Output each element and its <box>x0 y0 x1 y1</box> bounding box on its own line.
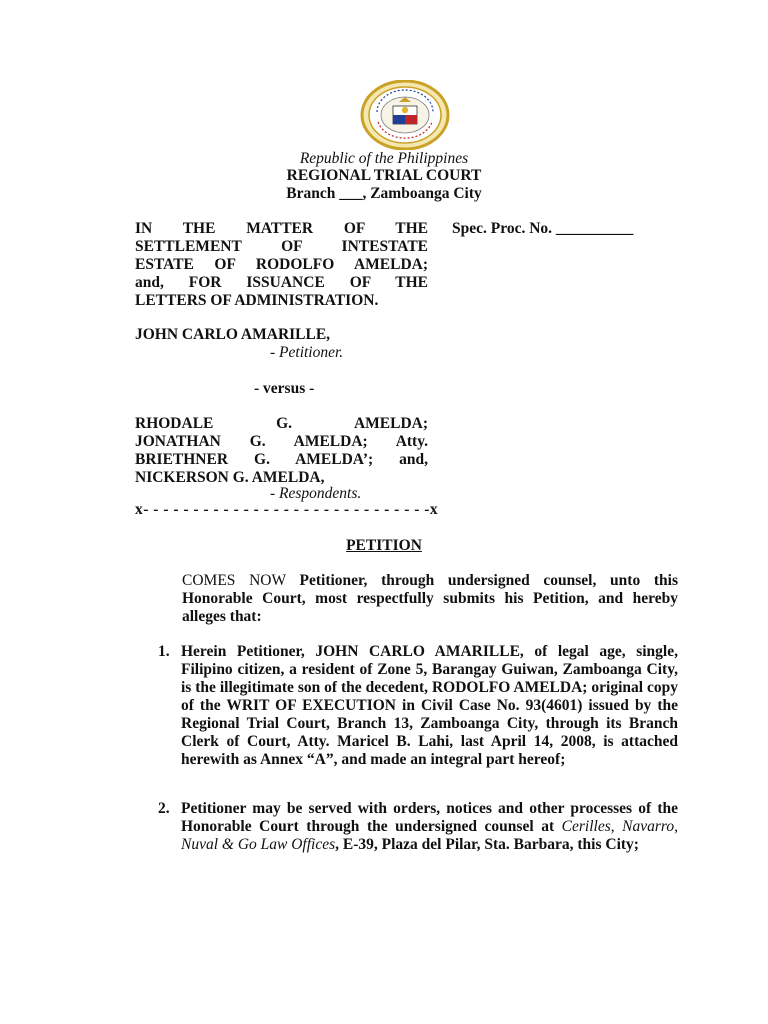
petitioner-role: - Petitioner. <box>270 344 344 361</box>
respondents-role: - Respondents. <box>270 485 362 502</box>
document-title: PETITION <box>346 537 422 554</box>
item-number: 1. <box>158 643 170 660</box>
respondent-line: BRIETHNER G. AMELDA’; and, <box>135 451 428 468</box>
caption-line: SETTLEMENT OF INTESTATE <box>135 238 428 255</box>
branch-heading: Branch ___, Zamboanga City <box>286 185 482 202</box>
intro-lead: COMES NOW <box>182 572 300 589</box>
list-item <box>135 643 678 769</box>
item-text: Petitioner may be served with orders, notices and other processes of the Honorable Court through the undersigned counsel at <box>181 800 678 835</box>
caption-line: IN THE MATTER OF THE <box>135 220 428 237</box>
item-text: Herein Petitioner, JOHN CARLO AMARILLE, of legal age, single, Filipino citizen, a resident of Zone 5, Barangay Guiwan, Zamboanga City, is the illegitimate son of the decedent, RODOLFO AMELDA; original copy of the WRIT OF EXECUTION in Civil Case No. 93(4601) issued by the Regional Trial Court, Branch 13, Zamboanga City, through its Branch Clerk of Court, Atty. Maricel B. Lahi, last April 14, 2008, is attached herewith as <box>181 643 678 768</box>
law-office-name: Cerilles, Navarro, Nuval & Go Law Offices <box>181 818 678 853</box>
caption-line: ESTATE OF RODOLFO AMELDA; <box>135 256 428 273</box>
versus-label: - versus - <box>254 380 315 397</box>
item-number: 2. <box>158 800 170 817</box>
respondent-line: NICKERSON G. AMELDA, <box>135 469 325 486</box>
court-heading: REGIONAL TRIAL COURT <box>286 167 482 184</box>
list-item <box>135 800 678 854</box>
intro-paragraph <box>135 572 678 626</box>
intro-lead-bold: Petitioner <box>299 572 364 589</box>
caption-line: LETTERS OF ADMINISTRATION. <box>135 292 379 309</box>
respondents-block <box>135 415 428 487</box>
item-text: , E-39, Plaza del Pilar, Sta. Barbara, this City; <box>335 836 639 853</box>
respondent-line: RHODALE G. AMELDA; <box>135 415 428 432</box>
supreme-court-seal-icon <box>360 80 450 150</box>
caption-separator: x- - - - - - - - - - - - - - - - - - - - - - - - - - - - -x <box>135 501 439 518</box>
item-text: , and made an integral part hereof; <box>333 751 566 768</box>
respondent-line: JONATHAN G. AMELDA; Atty. <box>135 433 428 450</box>
petitioner-name: JOHN CARLO AMARILLE, <box>135 326 331 343</box>
caption-line: and, FOR ISSUANCE OF THE <box>135 274 428 291</box>
republic-heading: Republic of the Philippines <box>299 150 469 167</box>
spec-proc-number: Spec. Proc. No. __________ <box>452 220 634 237</box>
intro-rest: , through undersigned counsel, unto this Honorable Court, most respectfully submits his Petition, and hereby alleges that: <box>182 572 679 625</box>
annex-reference: Annex “A” <box>259 751 334 768</box>
case-caption <box>135 220 428 310</box>
